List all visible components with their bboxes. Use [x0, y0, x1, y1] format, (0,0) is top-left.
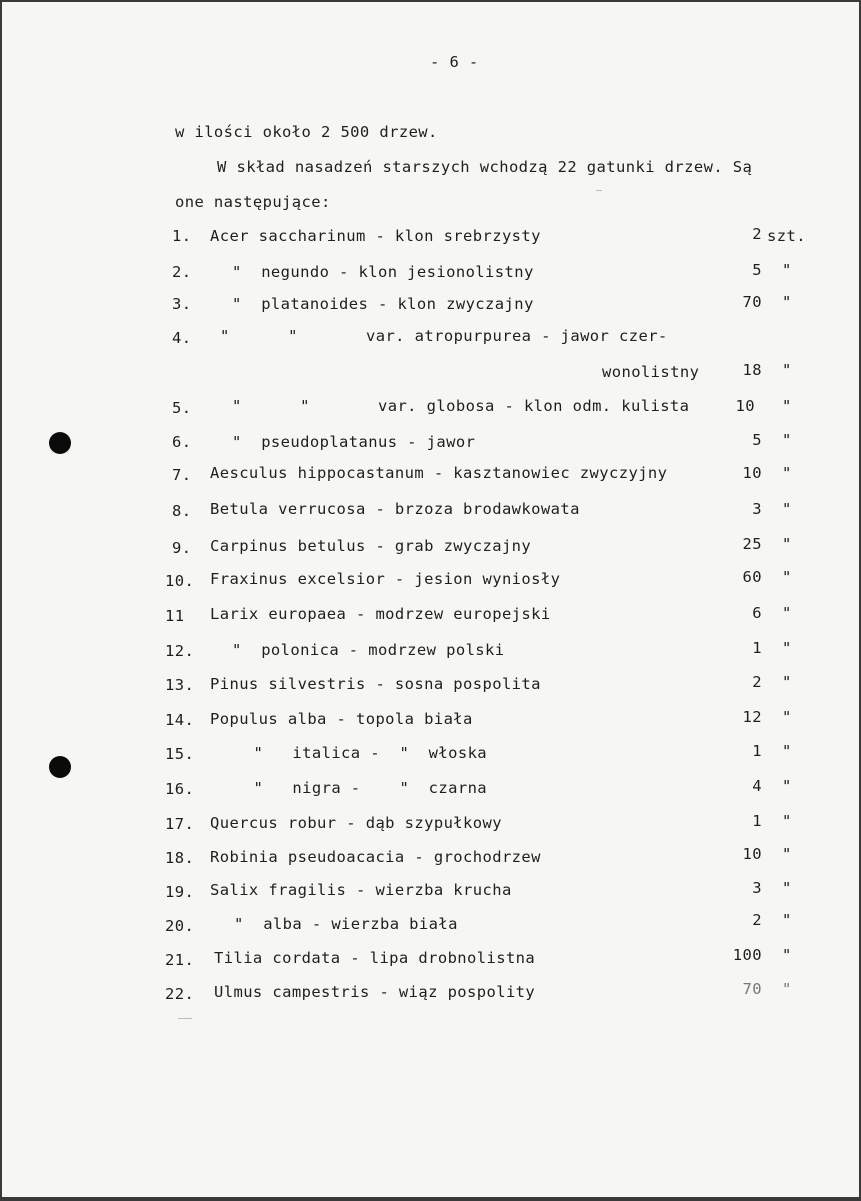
item-description: Ulmus campestris - wiąz pospolity [214, 983, 536, 1001]
item-description: Acer saccharinum - klon srebrzysty [210, 227, 541, 245]
item-unit: " [782, 812, 792, 830]
page-number: - 6 - [430, 53, 479, 71]
item-number: 7. [172, 466, 192, 484]
item-unit: " [782, 845, 792, 863]
item-unit: " [782, 431, 792, 449]
item-unit: " [782, 604, 792, 622]
item-description: " platanoides - klon zwyczajny [232, 295, 534, 313]
item-unit: " [782, 500, 792, 518]
item-number: 1. [172, 227, 192, 245]
item-quantity: 70 [742, 980, 762, 998]
item-description: " alba - wierzba biała [234, 915, 458, 933]
item-quantity: 1 [752, 812, 762, 830]
item-description: Aesculus hippocastanum - kasztanowiec zwyczyjny [210, 464, 668, 482]
item-number: 8. [172, 502, 192, 520]
item-unit: " [782, 742, 792, 760]
item-number: 16. [165, 780, 195, 798]
item-quantity: 60 [742, 568, 762, 586]
item-description: " italica - " włoska [234, 744, 488, 762]
item-number: 4. [172, 329, 192, 347]
item-unit: " [782, 673, 792, 691]
item-description: Carpinus betulus - grab zwyczajny [210, 537, 532, 555]
item-quantity: 100 [732, 946, 762, 964]
item-quantity: 10 [742, 464, 762, 482]
item-quantity: 5 [752, 431, 762, 449]
item-number: 12. [165, 642, 195, 660]
item-description: Betula verrucosa - brzoza brodawkowata [210, 500, 580, 518]
item-description: " negundo - klon jesionolistny [232, 263, 534, 281]
item-description: Larix europaea - modrzew europejski [210, 605, 551, 623]
item-unit: " [782, 777, 792, 795]
item-number: 14. [165, 711, 195, 729]
item-quantity: 1 [752, 639, 762, 657]
item-description: " pseudoplatanus - jawor [232, 433, 476, 451]
item-description: Robinia pseudoacacia - grochodrzew [210, 848, 541, 866]
intro-line-1: w ilości około 2 500 drzew. [175, 123, 438, 141]
item-unit: " [782, 261, 792, 279]
item-number: 15. [165, 745, 195, 763]
item-quantity: 70 [742, 293, 762, 311]
item-quantity: 18 [742, 361, 762, 379]
item-description: Pinus silvestris - sosna pospolita [210, 675, 541, 693]
item-unit: " [782, 946, 792, 964]
item-number: 11 [165, 607, 185, 625]
item-quantity: 2 [752, 911, 762, 929]
paper-mark [178, 1018, 192, 1019]
item-number: 22. [165, 985, 195, 1003]
item-number: 21. [165, 951, 195, 969]
item-description: " " var. globosa - klon odm. kulista [232, 397, 690, 415]
item-description: Populus alba - topola biała [210, 710, 473, 728]
item-quantity: 3 [752, 500, 762, 518]
item-quantity: 1 [752, 742, 762, 760]
item-description: " nigra - " czarna [234, 779, 488, 797]
item-unit: " [782, 293, 792, 311]
item-number: 18. [165, 849, 195, 867]
intro-line-3: one następujące: [175, 193, 331, 211]
item-description: " polonica - modrzew polski [232, 641, 505, 659]
item-quantity: 2 [752, 225, 762, 243]
item-unit: szt. [767, 227, 806, 245]
item-unit: " [782, 708, 792, 726]
item-quantity: 12 [742, 708, 762, 726]
paper-mark [596, 190, 602, 191]
item-number: 2. [172, 263, 192, 281]
punch-hole-bottom [49, 756, 71, 778]
item-unit: " [782, 879, 792, 897]
item-unit: " [782, 911, 792, 929]
item-unit: " [782, 568, 792, 586]
item-quantity: 10 [742, 845, 762, 863]
punch-hole-top [49, 432, 71, 454]
item-number: 9. [172, 539, 192, 557]
item-quantity: 4 [752, 777, 762, 795]
item-description: Salix fragilis - wierzba krucha [210, 881, 512, 899]
item-unit: " [782, 361, 792, 379]
item-description: " " var. atropurpurea - jawor czer- [220, 327, 668, 345]
item-description: Tilia cordata - lipa drobnolistna [214, 949, 536, 967]
item-description: Quercus robur - dąb szypułkowy [210, 814, 502, 832]
item-unit: " [782, 535, 792, 553]
item-unit: " [782, 639, 792, 657]
item-unit: " [782, 397, 792, 415]
item-number: 20. [165, 917, 195, 935]
item-number: 17. [165, 815, 195, 833]
item-quantity: 2 [752, 673, 762, 691]
item-quantity: 10 [735, 397, 755, 415]
item-unit: " [782, 464, 792, 482]
item-number: 3. [172, 295, 192, 313]
item-number: 19. [165, 883, 195, 901]
document-page [2, 2, 859, 1197]
item-description: Fraxinus excelsior - jesion wyniosły [210, 570, 561, 588]
item-number: 13. [165, 676, 195, 694]
item-quantity: 5 [752, 261, 762, 279]
item-quantity: 6 [752, 604, 762, 622]
intro-line-2: W skład nasadzeń starszych wchodzą 22 gatunki drzew. Są [217, 158, 753, 176]
item-quantity: 25 [742, 535, 762, 553]
item-number: 5. [172, 399, 192, 417]
item-unit: " [782, 980, 792, 998]
item-number: 6. [172, 433, 192, 451]
item-quantity: 3 [752, 879, 762, 897]
item-number: 10. [165, 572, 195, 590]
item-description: wonolistny [602, 363, 700, 381]
